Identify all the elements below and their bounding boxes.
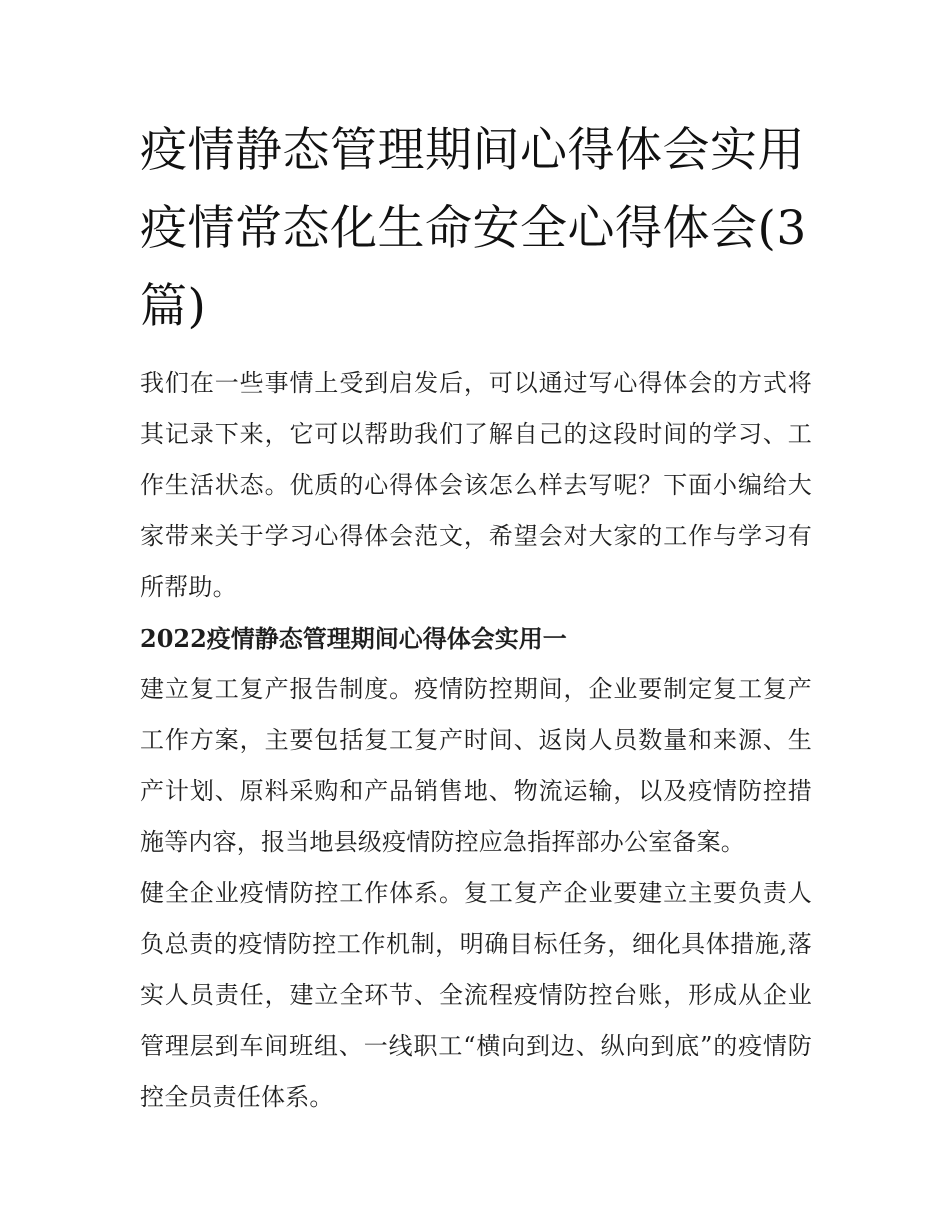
document-page: [140, 112, 812, 1123]
intro-paragraph: 我们在一些事情上受到启发后，可以通过写心得体会的方式将其记录下来，它可以帮助我们了解自己的这段时间的学习、工作生活状态。优质的心得体会该怎么样去写呢？下面小编给大家带来关于学习心得体会范文，希望会对大家的工作与学习有所帮助。: [140, 369, 812, 601]
body-paragraph: 健全企业疫情防控工作体系。复工复产企业要建立主要负责人负总责的疫情防控工作机制，明确目标任务，细化具体措施,落实人员责任，建立全环节、全流程疫情防控台账，形成从企业管理层到车间班组、一线职工“横向到边、纵向到底”的疫情防控全员责任体系。: [140, 879, 812, 1111]
document-title: 疫情静态管理期间心得体会实用 疫情常态化生命安全心得体会(3篇): [140, 123, 807, 334]
section-heading: 2022疫情静态管理期间心得体会实用一: [140, 624, 567, 653]
body-paragraph: 建立复工复产报告制度。疫情防控期间，企业要制定复工复产工作方案，主要包括复工复产时间、返岗人员数量和来源、生产计划、原料采购和产品销售地、物流运输，以及疫情防控措施等内容，报当地县级疫情防控应急指挥部办公室备案。: [140, 675, 812, 856]
